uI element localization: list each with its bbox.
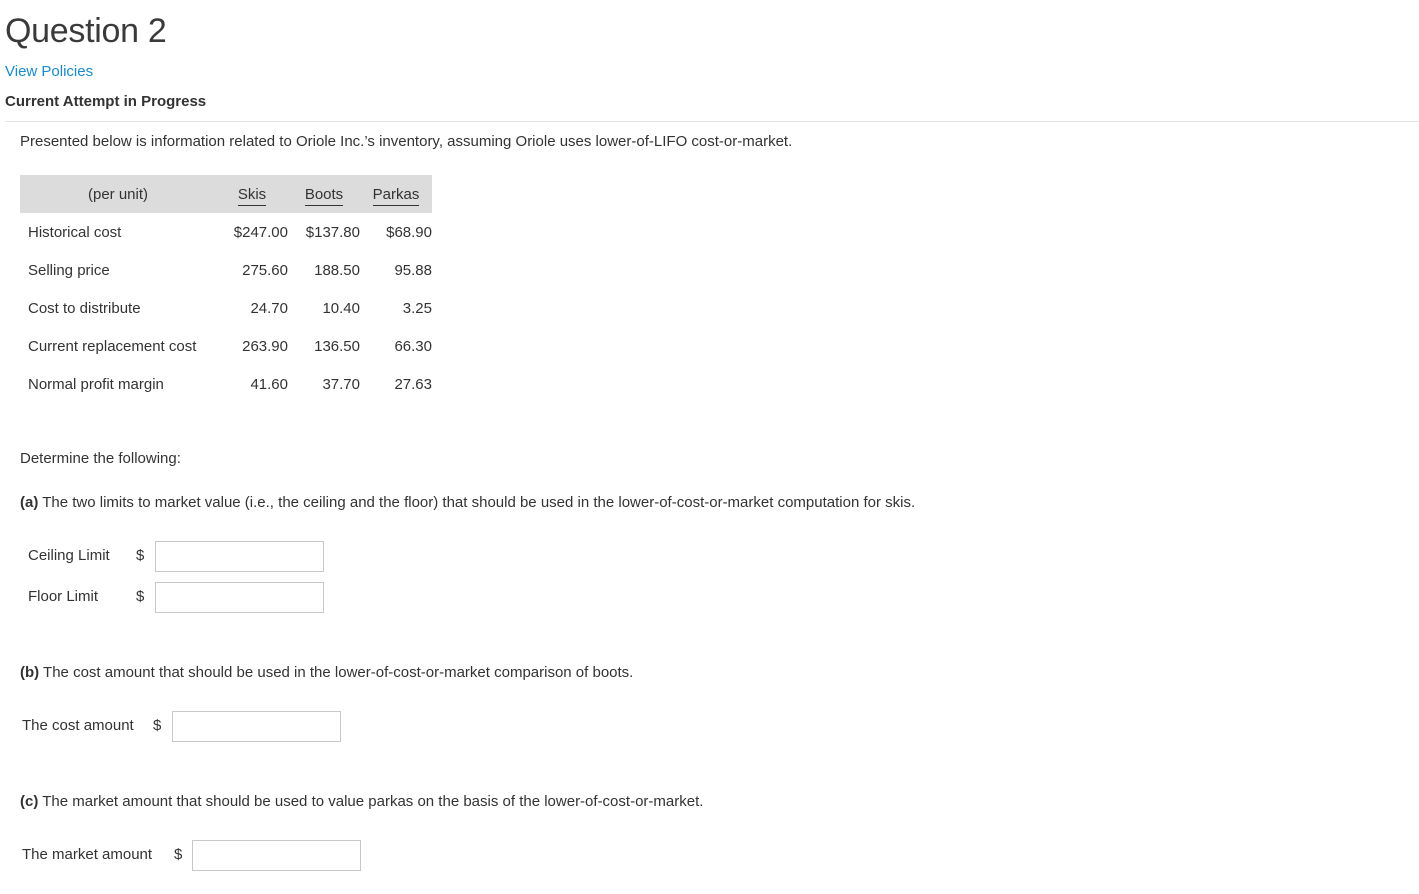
question-intro: Presented below is information related to Oriole Inc.’s inventory, assuming Oriole uses lower-of-LIFO cost-or-market. — [20, 133, 793, 150]
part-b-prefix: (b) — [20, 664, 40, 681]
market-amount-label: The market amount — [22, 846, 153, 863]
table-row — [20, 365, 432, 403]
part-b-prompt — [20, 664, 633, 681]
cost-amount-label: The cost amount — [22, 717, 134, 734]
floor-currency-symbol: $ — [136, 588, 145, 605]
cell-value: $68.90 — [386, 223, 432, 241]
cell-value: 95.88 — [394, 261, 432, 279]
row-label: Selling price — [28, 261, 110, 279]
cell-value: 275.60 — [242, 261, 288, 279]
part-b-text: The cost amount that should be used in the lower-of-cost-or-market comparison of boots. — [39, 664, 634, 681]
instruction-text: Determine the following: — [20, 450, 181, 467]
part-c-prefix: (c) — [20, 793, 39, 810]
table-row — [20, 213, 432, 251]
table-row — [20, 327, 432, 365]
attempt-status: Current Attempt in Progress — [5, 93, 207, 110]
market-amount-input[interactable] — [192, 840, 361, 871]
table-row — [20, 289, 432, 327]
cell-value: 188.50 — [314, 261, 360, 279]
part-a-text: The two limits to market value (i.e., the ceiling and the floor) that should be used in the lower-of-cost-or-market computation for skis. — [38, 494, 916, 511]
table-header-skis: Skis — [216, 175, 288, 213]
inventory-table — [20, 175, 432, 403]
view-policies-link[interactable]: View Policies — [5, 63, 94, 80]
row-label: Cost to distribute — [28, 299, 141, 317]
table-header-boots: Boots — [288, 175, 360, 213]
ceiling-limit-input[interactable] — [155, 541, 324, 572]
cell-value: 27.63 — [394, 375, 432, 393]
cell-value: 263.90 — [242, 337, 288, 355]
cell-value: 10.40 — [322, 299, 360, 317]
cell-value: 136.50 — [314, 337, 360, 355]
cost-amount-input[interactable] — [172, 711, 341, 742]
cell-value: $137.80 — [305, 223, 360, 241]
table-header-parkas: Parkas — [360, 175, 432, 213]
cell-value: 24.70 — [250, 299, 288, 317]
table-header-label: (per unit) — [87, 185, 149, 203]
market-currency-symbol: $ — [174, 846, 183, 863]
cell-value: 41.60 — [250, 375, 288, 393]
part-c-prompt — [20, 793, 703, 810]
part-a-prefix: (a) — [20, 494, 39, 511]
cost-currency-symbol: $ — [153, 717, 162, 734]
header-divider — [5, 121, 1419, 122]
row-label: Current replacement cost — [28, 337, 197, 355]
cell-value: $247.00 — [233, 223, 288, 241]
part-a-prompt — [20, 494, 915, 511]
ceiling-currency-symbol: $ — [136, 547, 145, 564]
table-header-row — [20, 175, 432, 213]
floor-limit-input[interactable] — [155, 582, 324, 613]
floor-limit-label: Floor Limit — [28, 588, 99, 605]
row-label: Historical cost — [28, 223, 122, 241]
ceiling-limit-label: Ceiling Limit — [28, 547, 110, 564]
page-title: Question 2 — [5, 12, 167, 50]
cell-value: 66.30 — [394, 337, 432, 355]
row-label: Normal profit margin — [28, 375, 164, 393]
table-row — [20, 251, 432, 289]
cell-value: 37.70 — [322, 375, 360, 393]
part-c-text: The market amount that should be used to value parkas on the basis of the lower-of-cost-or-market. — [38, 793, 704, 810]
cell-value: 3.25 — [402, 299, 432, 317]
